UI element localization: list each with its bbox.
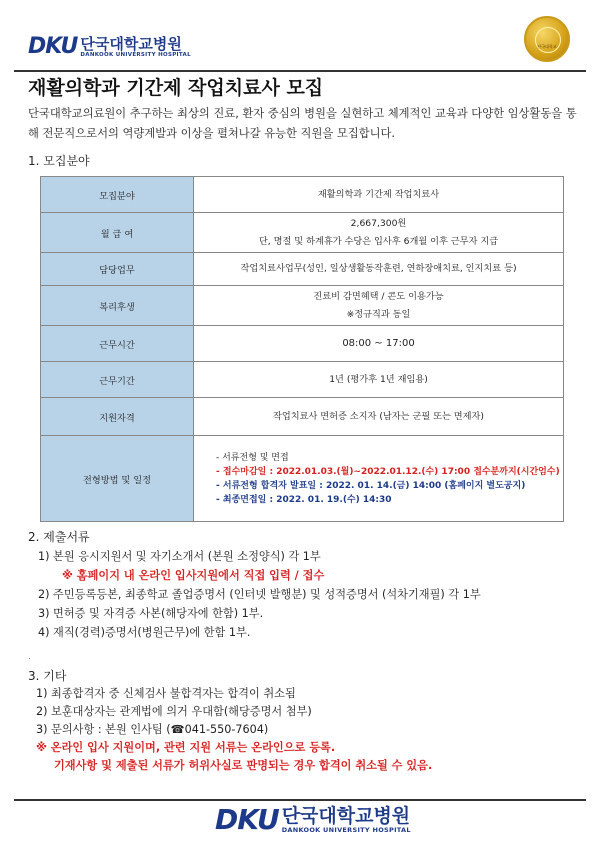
table-row <box>41 326 564 362</box>
footer-divider <box>14 799 586 801</box>
header <box>28 30 572 70</box>
row-key: 담당업무 <box>41 253 194 286</box>
list-item: 3) 문의사항 : 본원 인사팀 (☎041-550-7604) <box>36 723 269 736</box>
row-value: 재활의학과 기간제 작업치료사 <box>194 177 564 213</box>
footer-logo-korean-name: 단국대학교병원 <box>281 805 411 827</box>
section-heading-etc: 3. 기타 <box>28 669 67 683</box>
row-value: 2,667,300원 단, 명절 및 하계휴가 수당은 입사후 6개월 이후 근무자 지급 <box>194 213 564 253</box>
row-value: 1년 (평가후 1년 재임용) <box>194 362 564 398</box>
table-row <box>41 398 564 436</box>
footer-logo[interactable] <box>215 803 411 836</box>
list-item-alert: ※ 홈페이지 내 온라인 입사지원에서 직접 입력 / 접수 <box>62 569 325 582</box>
table-row-schedule <box>41 436 564 522</box>
list-item: 2) 주민등록등본, 최종학교 졸업증명서 (인터넷 발행분) 및 성적증명서 (석차기재필) 각 1부 <box>38 588 481 601</box>
row-value: 작업치료사업무(성인, 일상생활동작훈련, 연하장애치료, 인지치료 등) <box>194 253 564 286</box>
row-key: 모집분야 <box>41 177 194 213</box>
hospital-logo[interactable] <box>28 36 191 58</box>
row-key: 근무기간 <box>41 362 194 398</box>
row-key: 근무시간 <box>41 326 194 362</box>
list-item: 4) 재직(경력)증명서(병원근무)에 한함 1부. <box>38 626 251 639</box>
separator-dot: . <box>28 652 31 661</box>
documents-list <box>38 547 481 642</box>
logo-english-name: DANKOOK UNIVERSITY HOSPITAL <box>80 52 191 58</box>
row-value: 08:00 ~ 17:00 <box>194 326 564 362</box>
list-item-alert: ※ 온라인 입사 지원이며, 관련 지원 서류는 온라인으로 등록. <box>36 741 336 754</box>
table-row <box>41 213 564 253</box>
row-key: 전형방법 및 일정 <box>41 436 194 522</box>
section-heading-documents: 2. 제출서류 <box>28 530 90 544</box>
recruitment-table <box>40 176 564 522</box>
row-value: 작업치료사 면허증 소지자 (남자는 군필 또는 면제자) <box>194 398 564 436</box>
page-title: 재활의학과 기간제 작업치료사 모집 <box>28 77 324 99</box>
logo-korean-name: 단국대학교병원 <box>80 35 182 53</box>
schedule-item-interview: - 최종면접일 : 2022. 01. 19.(수) 14:30 <box>216 494 392 505</box>
university-seal-icon: 단국대학교 <box>524 16 570 62</box>
row-value: 진료비 감면혜택 / 콘도 이용가능 ※정규직과 동일 <box>194 286 564 326</box>
logo-mark: DKU <box>28 34 78 59</box>
list-item: 3) 면허증 및 자격증 사본(해당자에 한함) 1부. <box>38 607 264 620</box>
row-key: 월 급 여 <box>41 213 194 253</box>
schedule-item-deadline: - 접수마감일 : 2022.01.03.(월)~2022.01.12.(수) 17:00 접수분까지(시간엄수) <box>216 466 560 477</box>
list-item-alert: 기재사항 및 제출된 서류가 허위사실로 판명되는 경우 합격이 취소될 수 있음. <box>54 759 433 772</box>
schedule-item-announcement: - 서류전형 합격자 발표일 : 2022. 01. 14.(금) 14:00 (홈페이지 별도공지) <box>216 480 526 491</box>
table-row <box>41 362 564 398</box>
schedule-list <box>194 436 564 522</box>
list-item: 1) 최종합격자 중 신체검사 불합격자는 합격이 취소됨 <box>36 687 296 700</box>
section-heading-recruitment: 1. 모집분야 <box>28 154 90 168</box>
row-key: 지원자격 <box>41 398 194 436</box>
etc-list <box>36 685 432 775</box>
list-item: 1) 본원 응시지원서 및 자기소개서 (본원 소정양식) 각 1부 <box>38 550 321 563</box>
header-divider <box>14 70 586 72</box>
row-key: 복리후생 <box>41 286 194 326</box>
table-row <box>41 253 564 286</box>
list-item: 2) 보훈대상자는 관계법에 의거 우대함(해당증명서 첨부) <box>36 705 312 718</box>
schedule-item: - 서류전형 및 면접 <box>216 452 289 463</box>
intro-paragraph: 단국대학교의료원이 추구하는 최상의 진료, 환자 중심의 병원을 실현하고 체계적인 교육과 다양한 임상활동을 통해 전문직으로서의 역량계발과 이상을 펼쳐나갈 유능한 직원을 모집합니다. <box>28 107 577 140</box>
footer-logo-mark: DKU <box>215 803 279 836</box>
table-row <box>41 177 564 213</box>
table-row <box>41 286 564 326</box>
footer-logo-english-name: DANKOOK UNIVERSITY HOSPITAL <box>281 826 411 834</box>
